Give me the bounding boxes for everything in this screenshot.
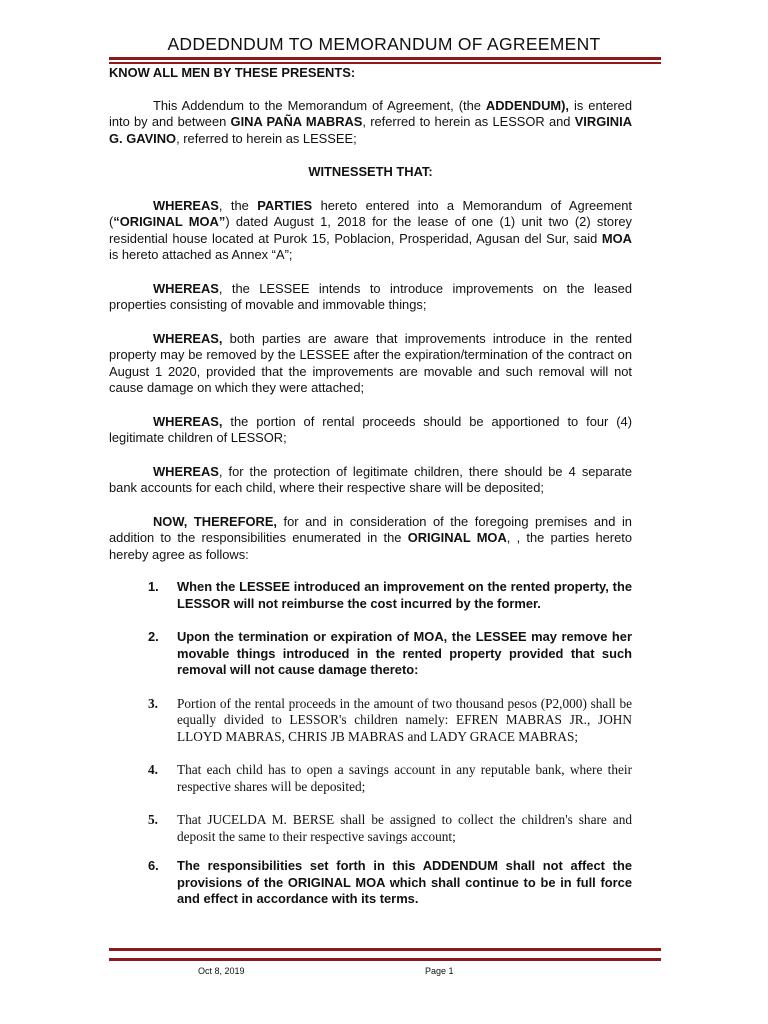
list-item <box>109 579 632 612</box>
list-item <box>109 696 632 746</box>
header-rule-thick <box>109 57 661 60</box>
list-text: That JUCELDA M. BERSE shall be assigned to collect the children's share and deposit the same to their respective savings account; <box>177 812 632 844</box>
list-text: The responsibilities set forth in this ADDENDUM shall not affect the provisions of the ORIGINAL MOA which shall continue to be in full force and effect in accordance with its terms. <box>177 858 633 906</box>
whereas-paragraph-2: WHEREAS, the LESSEE intends to introduce improvements on the leased properties consisting of movable and immovable things; <box>109 280 632 312</box>
opening-heading: KNOW ALL MEN BY THESE PRESENTS: <box>109 65 356 80</box>
header-rule-thin <box>109 62 661 64</box>
whereas-paragraph-3: WHEREAS, both parties are aware that improvements introduce in the rented property may be removed by the LESSEE after the expiration/termination of the contract on August 1 2020, provided that the improvements are movable and such removal will not cause damage on which they were attached; <box>109 330 632 395</box>
list-number: 3. <box>148 695 158 711</box>
footer-date: Oct 8, 2019 <box>198 966 245 976</box>
witnesseth-heading: WITNESSETH THAT: <box>308 164 433 179</box>
list-text: Portion of the rental proceeds in the amount of two thousand pesos (P2,000) shall be equally divided to LESSOR's children namely: EFREN MABRAS JR., JOHN LLOYD MABRAS, CHRIS JB MABRAS and LADY GRACE MABRAS; <box>177 695 632 744</box>
list-number: 2. <box>148 629 159 644</box>
list-number: 5. <box>148 812 158 827</box>
list-text: That each child has to open a savings account in any reputable bank, where their respective shares will be deposited; <box>177 762 632 794</box>
now-therefore-paragraph: NOW, THEREFORE, for and in consideration of the foregoing premises and in addition to the responsibilities enumerated in the ORIGINAL MOA, , the parties hereto hereby agree as follows: <box>109 513 632 562</box>
list-text: Upon the termination or expiration of MOA, the LESSEE may remove her movable things introduced in the rented property provided that such removal will not cause damage thereto: <box>177 629 632 677</box>
list-number: 1. <box>148 579 159 594</box>
list-item <box>109 629 632 679</box>
list-item <box>109 762 632 795</box>
document-body <box>109 65 632 908</box>
whereas-paragraph-1: WHEREAS, the PARTIES hereto entered into a Memorandum of Agreement (“ORIGINAL MOA”) dated August 1, 2018 for the lease of one (1) unit two (2) storey residential house located at Purok 15, Poblacion, Prosperidad, Agusan del Sur, said MOA is hereto attached as Annex “A”; <box>109 197 632 262</box>
whereas-paragraph-5: WHEREAS, for the protection of legitimate children, there should be 4 separate bank accounts for each child, where their respective share will be deposited; <box>109 463 632 495</box>
list-number: 6. <box>148 858 159 873</box>
list-number: 4. <box>148 762 158 777</box>
list-item <box>109 812 632 845</box>
page-title: ADDEDNDUM TO MEMORANDUM OF AGREEMENT <box>167 34 601 54</box>
footer-rule-top <box>109 948 661 951</box>
footer-page-number: Page 1 <box>425 966 454 976</box>
whereas-paragraph-4: WHEREAS, the portion of rental proceeds should be apportioned to four (4) legitimate children of LESSOR; <box>109 413 632 445</box>
list-item <box>109 858 632 908</box>
footer-rule-bottom <box>109 958 661 961</box>
list-text: When the LESSEE introduced an improvement on the rented property, the LESSOR will not reimburse the cost incurred by the former. <box>177 579 632 611</box>
intro-paragraph: This Addendum to the Memorandum of Agreement, (the ADDENDUM), is entered into by and between GINA PAÑA MABRAS, referred to herein as LESSOR and VIRGINIA G. GAVINO, referred to herein as LESSEE; <box>109 97 632 146</box>
agreement-list <box>109 579 632 908</box>
